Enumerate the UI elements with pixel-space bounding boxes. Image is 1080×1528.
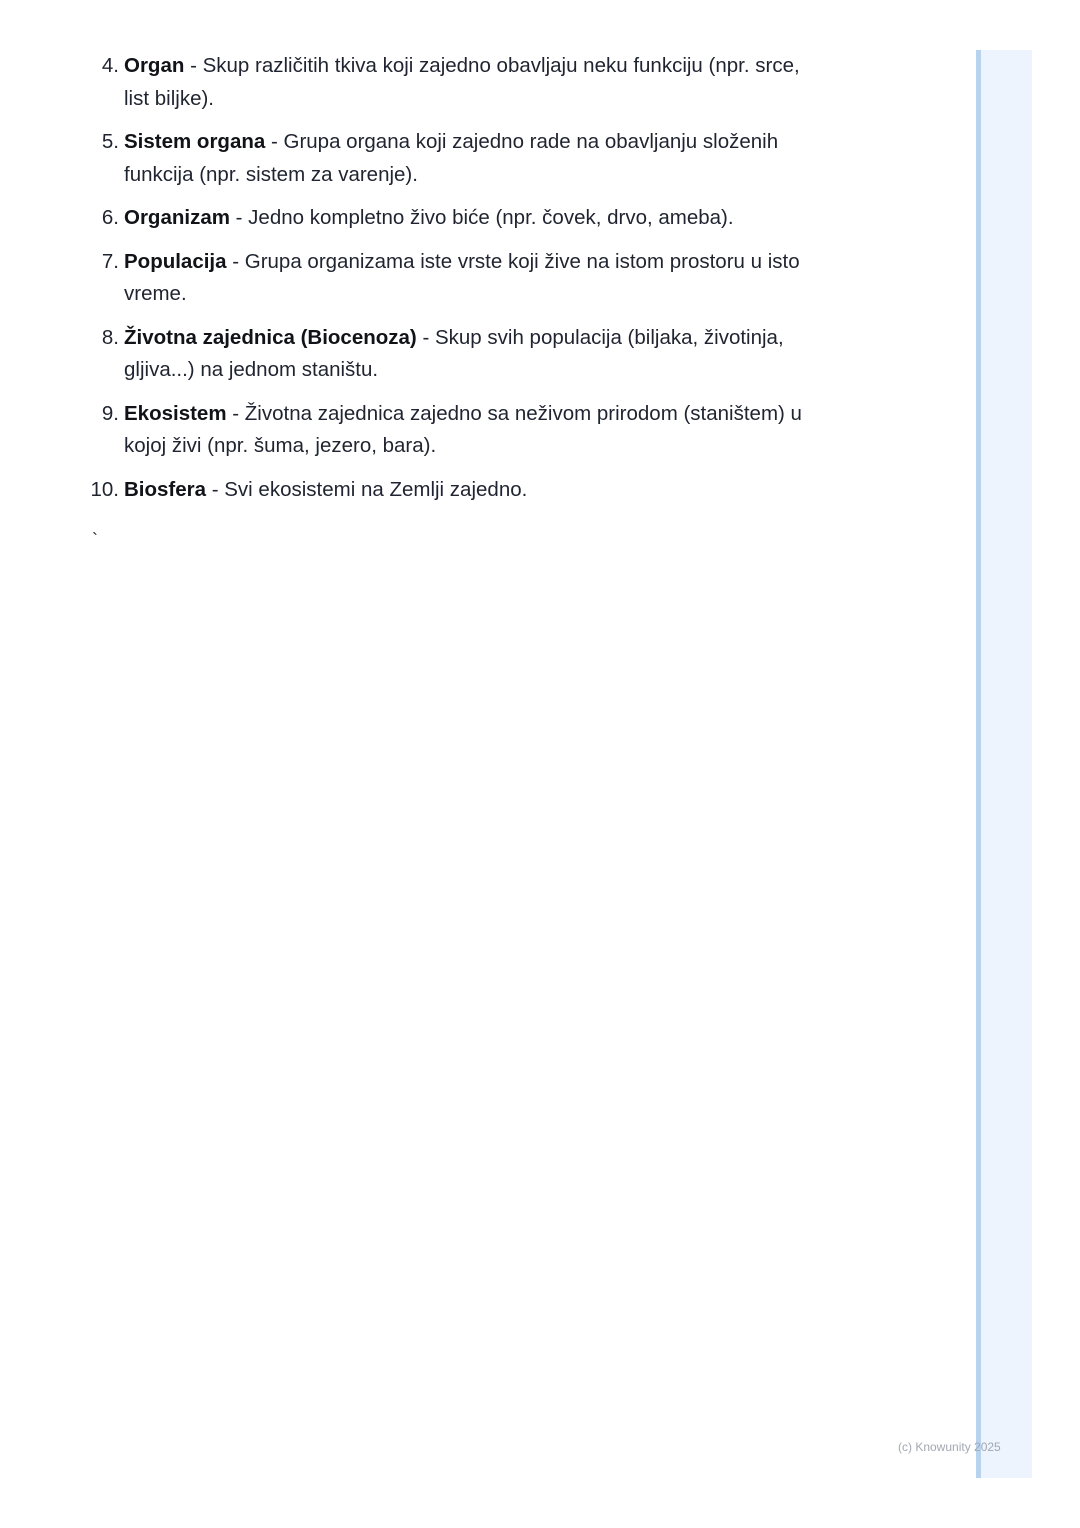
item-number: 5. bbox=[101, 130, 119, 153]
item-description: - Skup različitih tkiva koji zajedno obavljaju neku funkciju (npr. srce, list biljke). bbox=[124, 54, 800, 110]
item-description: - Jedno kompletno živo biće (npr. čovek, drvo, ameba). bbox=[229, 206, 734, 229]
item-number: 7. bbox=[101, 249, 119, 273]
list-item bbox=[86, 50, 826, 115]
item-term: Populacija bbox=[124, 249, 227, 273]
list-item bbox=[86, 398, 826, 463]
item-description: - Skup svih populacija (biljaka, životinja, gljiva...) na jednom staništu. bbox=[124, 325, 784, 381]
definition-list bbox=[86, 50, 826, 517]
item-description: - Grupa organa koji zajedno rade na obavljanju složenih funkcija (npr. sistem za varenje). bbox=[124, 130, 779, 186]
stray-backtick-mark: ` bbox=[92, 530, 98, 550]
list-item bbox=[86, 322, 826, 387]
list-item bbox=[86, 474, 826, 507]
item-description: - Životna zajednica zajedno sa neživom prirodom (staništem) u kojoj živi (npr. šuma, jezero, bara). bbox=[124, 401, 802, 457]
item-term: Organizam bbox=[124, 206, 230, 229]
item-number: 6. bbox=[101, 206, 119, 229]
item-term: Biosfera bbox=[124, 477, 207, 501]
copyright-footer: (c) Knowunity 2025 bbox=[898, 1440, 1001, 1454]
item-number: 8. bbox=[101, 325, 119, 349]
list-item bbox=[86, 126, 826, 191]
item-term: Životna zajednica (Biocenoza) bbox=[124, 325, 417, 349]
side-margin-bar bbox=[976, 50, 981, 1478]
item-number: 4. bbox=[101, 54, 119, 77]
item-term: Sistem organa bbox=[124, 130, 266, 153]
item-number: 10. bbox=[90, 477, 119, 501]
item-term: Organ bbox=[124, 54, 185, 77]
side-margin-panel bbox=[976, 50, 1032, 1478]
list-item bbox=[86, 246, 826, 311]
item-term: Ekosistem bbox=[124, 401, 227, 425]
item-description: - Svi ekosistemi na Zemlji zajedno. bbox=[206, 477, 528, 501]
list-item bbox=[86, 202, 826, 235]
item-number: 9. bbox=[101, 401, 119, 425]
item-description: - Grupa organizama iste vrste koji žive na istom prostoru u isto vreme. bbox=[124, 249, 800, 305]
